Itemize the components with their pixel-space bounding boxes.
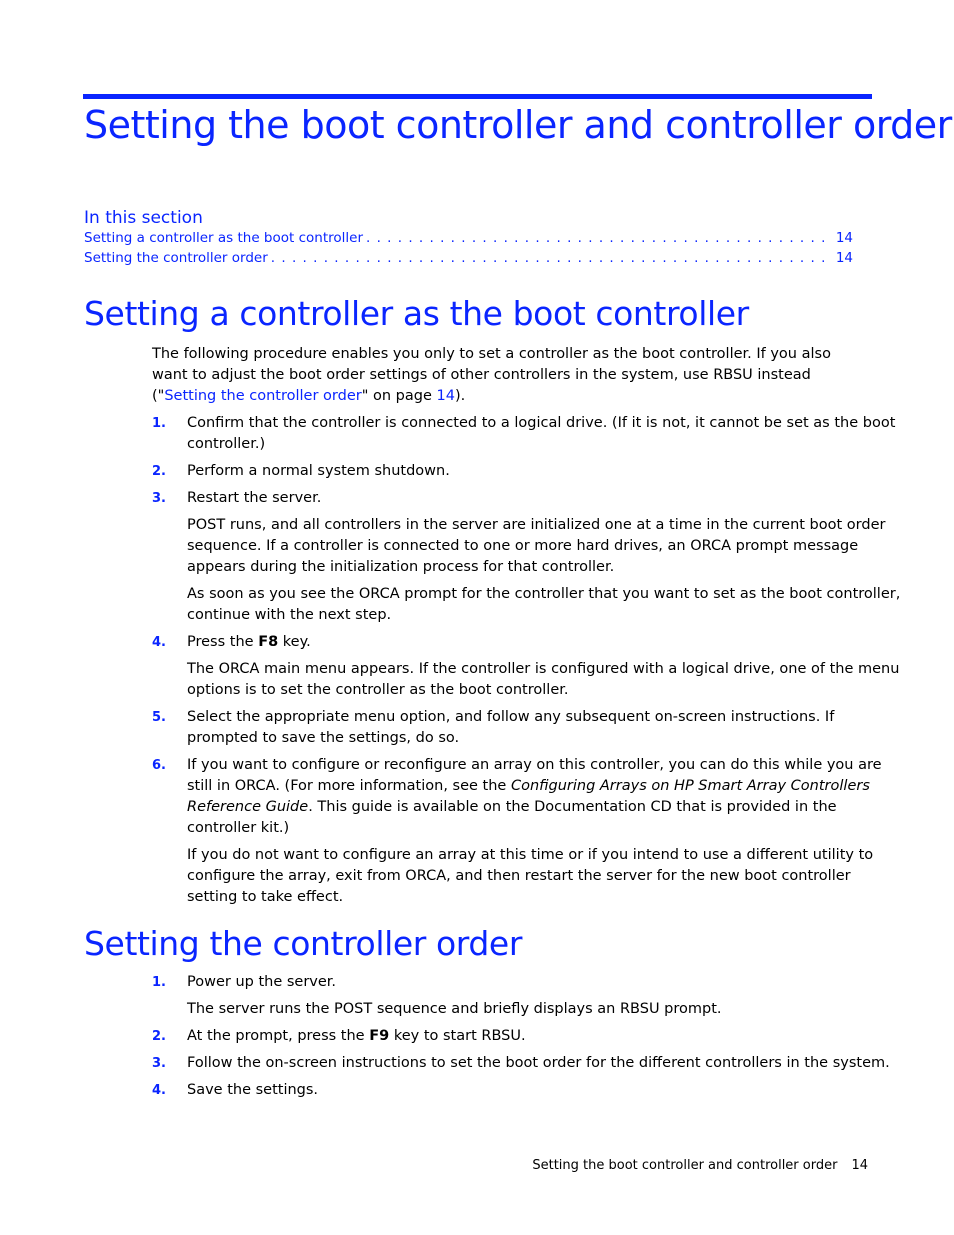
toc-entry-page[interactable]: 14 <box>835 230 853 246</box>
step-number: 1. <box>152 416 166 431</box>
toc-entry-label[interactable]: Setting a controller as the boot controller <box>84 230 364 246</box>
step-3-detail-2: As soon as you see the ORCA prompt for the controller that you want to set as the boot controller, continue with the next step. <box>187 586 901 623</box>
step-1 <box>152 972 902 993</box>
step-number: 5. <box>152 710 166 725</box>
footer-title: Setting the boot controller and controller order <box>532 1158 838 1173</box>
chapter-title: Setting the boot controller and controller order <box>84 103 952 147</box>
toc-heading: In this section <box>84 208 203 228</box>
step-6 <box>152 755 902 839</box>
step-text: Save the settings. <box>187 1082 319 1098</box>
step-number: 3. <box>152 491 166 506</box>
link-page-14[interactable]: 14 <box>436 388 455 404</box>
step-text-end: . This guide is available on the Documentation CD that is provided in the controller kit.) <box>187 799 837 836</box>
section-title-boot-controller: Setting a controller as the boot controller <box>84 294 749 333</box>
step-number: 4. <box>152 635 166 650</box>
key-f9: F9 <box>369 1028 390 1044</box>
toc-entry-page[interactable]: 14 <box>835 250 853 266</box>
footer-page-number: 14 <box>851 1158 868 1173</box>
step-text: If you want to configure or reconfigure an array on this controller, you can do this while you are still in ORCA. (For more information, see the <box>187 757 882 794</box>
section-body-controller-order <box>152 972 902 1107</box>
step-1 <box>152 413 902 455</box>
toc-entry-label[interactable]: Setting the controller order <box>84 250 268 266</box>
link-controller-order[interactable]: Setting the controller order <box>164 388 362 404</box>
intro-text-mid: " on page <box>361 388 437 404</box>
step-text: Restart the server. <box>187 490 322 506</box>
intro-text-end: ). <box>454 388 466 404</box>
step-1-detail: The server runs the POST sequence and briefly displays an RBSU prompt. <box>187 1001 722 1017</box>
step-5 <box>152 707 902 749</box>
toc-leader-dots <box>271 250 833 266</box>
section-body-boot-controller <box>152 344 902 914</box>
step-text: Press the <box>187 634 259 650</box>
section-title-controller-order: Setting the controller order <box>84 924 523 963</box>
page-footer <box>532 1158 868 1173</box>
step-4 <box>152 1080 902 1101</box>
step-number: 2. <box>152 1029 166 1044</box>
step-6-detail: If you do not want to configure an array at this time or if you intend to use a different utility to configure the array, exit from ORCA, and then restart the server for the new boot controller setting to take effect. <box>187 847 874 905</box>
step-2 <box>152 461 902 482</box>
guide-title: Configuring Arrays on HP Smart Array Controllers Reference Guide <box>187 778 870 815</box>
step-2 <box>152 1026 902 1047</box>
step-text: Follow the on-screen instructions to set the boot order for the different controllers in the system. <box>187 1055 890 1071</box>
intro-paragraph <box>152 344 867 407</box>
step-text: At the prompt, press the <box>187 1028 370 1044</box>
step-number: 3. <box>152 1056 166 1071</box>
step-text-end: key. <box>278 634 311 650</box>
step-text: Power up the server. <box>187 974 337 990</box>
toc-leader-dots <box>366 230 833 246</box>
step-3 <box>152 488 902 509</box>
step-3 <box>152 1053 902 1074</box>
step-3-detail-1: POST runs, and all controllers in the server are initialized one at a time in the current boot order sequence. If a controller is connected to one or more hard drives, an ORCA prompt message appears during the initialization process for that controller. <box>187 517 886 575</box>
step-number: 6. <box>152 758 166 773</box>
step-text: Confirm that the controller is connected to a logical drive. (If it is not, it cannot be set as the boot controller.) <box>187 415 896 452</box>
step-4-detail: The ORCA main menu appears. If the controller is configured with a logical drive, one of the menu options is to set the controller as the boot controller. <box>187 661 900 698</box>
step-4 <box>152 632 902 653</box>
title-rule <box>83 94 872 99</box>
step-text: Perform a normal system shutdown. <box>187 463 450 479</box>
step-number: 4. <box>152 1083 166 1098</box>
step-text: Select the appropriate menu option, and follow any subsequent on-screen instructions. If prompted to save the settings, do so. <box>187 709 835 746</box>
step-text-end: key to start RBSU. <box>389 1028 526 1044</box>
intro-text: The following procedure enables you only to set a controller as the boot controller. If you also want to adjust the boot order settings of other controllers in the system, use RBSU instead (" <box>152 346 831 404</box>
toc-entry-boot-controller[interactable] <box>84 230 853 250</box>
key-f8: F8 <box>258 634 279 650</box>
toc-entry-controller-order[interactable] <box>84 250 853 270</box>
step-number: 1. <box>152 975 166 990</box>
step-number: 2. <box>152 464 166 479</box>
